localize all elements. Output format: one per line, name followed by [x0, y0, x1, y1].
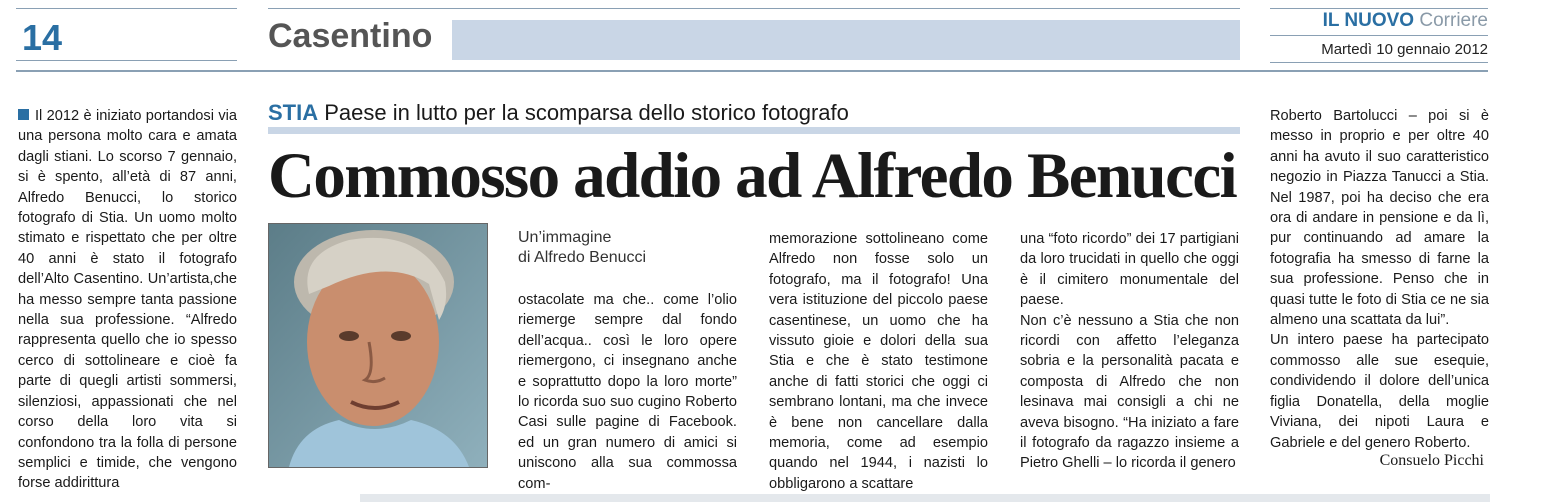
article-column-1 [18, 106, 237, 494]
portrait-illustration [269, 224, 487, 467]
date-rule [1270, 62, 1488, 63]
kicker-text: Paese in lutto per la scomparsa dello storico fotografo [324, 100, 849, 125]
masthead-bold: IL NUOVO [1322, 10, 1415, 31]
masthead-light: Corriere [1419, 10, 1488, 31]
header-divider [16, 70, 1488, 72]
top-rule-center [268, 8, 1240, 9]
section-bar [452, 20, 1240, 60]
article-column-3 [769, 229, 988, 494]
section-title: Casentino [268, 17, 433, 55]
top-rule-left [16, 8, 237, 9]
kicker [268, 98, 849, 128]
issue-date: Martedì 10 gennaio 2012 [1321, 41, 1488, 58]
column-3-text: memorazione sottolineano come Alfredo non fosse solo un fotografo, ma il fotografo! Una vera istituzione del piccolo paese casentinese, un uomo che ha vissuto gioie e dolori della sua Stia e che è stato testimone anche di fatti storici che oggi ci sembrano lontani, ma che invece è bene non cancellare dalla memoria, come ad esempio quando nel 1944, i nazisti lo obbligarono a scattare [769, 231, 988, 492]
kicker-place: STIA [268, 100, 319, 125]
column-4-paragraph-1: una “foto ricordo” dei 17 partigiani da loro trucidati in quello che oggi è il cimitero monumentale del paese. [1020, 231, 1239, 309]
column-5-paragraph-1: Roberto Bartolucci – poi si è messo in proprio e per oltre 40 anni ha avuto il suo caratteristico negozio in Piazza Tanucci a Stia. Nel 1987, poi ha deciso che era ora di andare in pensione e da lì, pur continuando ad amare la fotografia ha smesso di farne la sua professione. Penso che in quasi tutte le foto di Stia ce ne sia almeno una scattata da lui”. [1270, 108, 1489, 329]
masthead-rule [1270, 35, 1488, 36]
column-4-paragraph-2: Non c’è nessuno a Stia che non ricordi con affetto l’eleganza sobria e la personalità pacata e composta di Alfredo che non lesinava mai consigli a chi ne aveva bisogno. “Ha iniziato a fare il fotografo da ragazzo insieme a Pietro Ghelli – lo ricorda il genero [1020, 312, 1239, 472]
headline: Commosso addio ad Alfredo Benucci [268, 140, 1237, 212]
kicker-rule [268, 127, 1240, 134]
article-column-4 [1020, 229, 1239, 474]
column-2-text: ostacolate ma che.. come l’olio riemerge sempre dal fondo dell’acqua.. così le loro opere riemergono, ci insegnano anche e soprattutto dopo la loro morte” lo ricorda suo suo cugino Roberto Casi sulle pagine di Facebook. ed un gran numero di amici si uniscono alla sua commossa com- [518, 292, 737, 492]
photo-caption-line-2: di Alfredo Benucci [518, 249, 647, 266]
article-column-2 [518, 290, 737, 494]
portrait-photo [268, 223, 488, 468]
lead-marker-icon [18, 109, 29, 120]
photo-caption [518, 228, 718, 268]
photo-caption-line-1: Un’immagine [518, 229, 612, 246]
article-column-5 [1270, 106, 1489, 453]
byline: Consuelo Picchi [1379, 452, 1484, 469]
masthead [1318, 9, 1488, 33]
column-1-text: Il 2012 è iniziato portandosi via una persona molto cara e amata dagli stiani. Lo scorso 7 gennaio, si è spento, all’età di 87 anni, Alfredo Benucci, lo storico fotografo di Stia. Un uomo molto stimato e rispettato che per oltre 40 anni è stato il fotografo dell’Alto Casentino. Un’artista,che ha messo sempre tanta passione nella sua professione. “Alfredo rappresenta quello che io spesso cerco di sottolineare e cioè fa parte di quegli artisti sommersi, silenziosi, appassionati che nel corso della loro vita si confondono tra la folla di persone semplici e timide, che vengono forse addirittura [18, 108, 237, 492]
bottom-strip [360, 494, 1490, 502]
page-number-underline [16, 60, 237, 61]
column-5-paragraph-2: Un intero paese ha partecipato commosso alle sue esequie, condividendo il dolore dell’unica figlia Donatella, della moglie Viviana, dei nipoti Laura e Gabriele e del genero Roberto. [1270, 332, 1489, 451]
page-number: 14 [22, 17, 63, 58]
